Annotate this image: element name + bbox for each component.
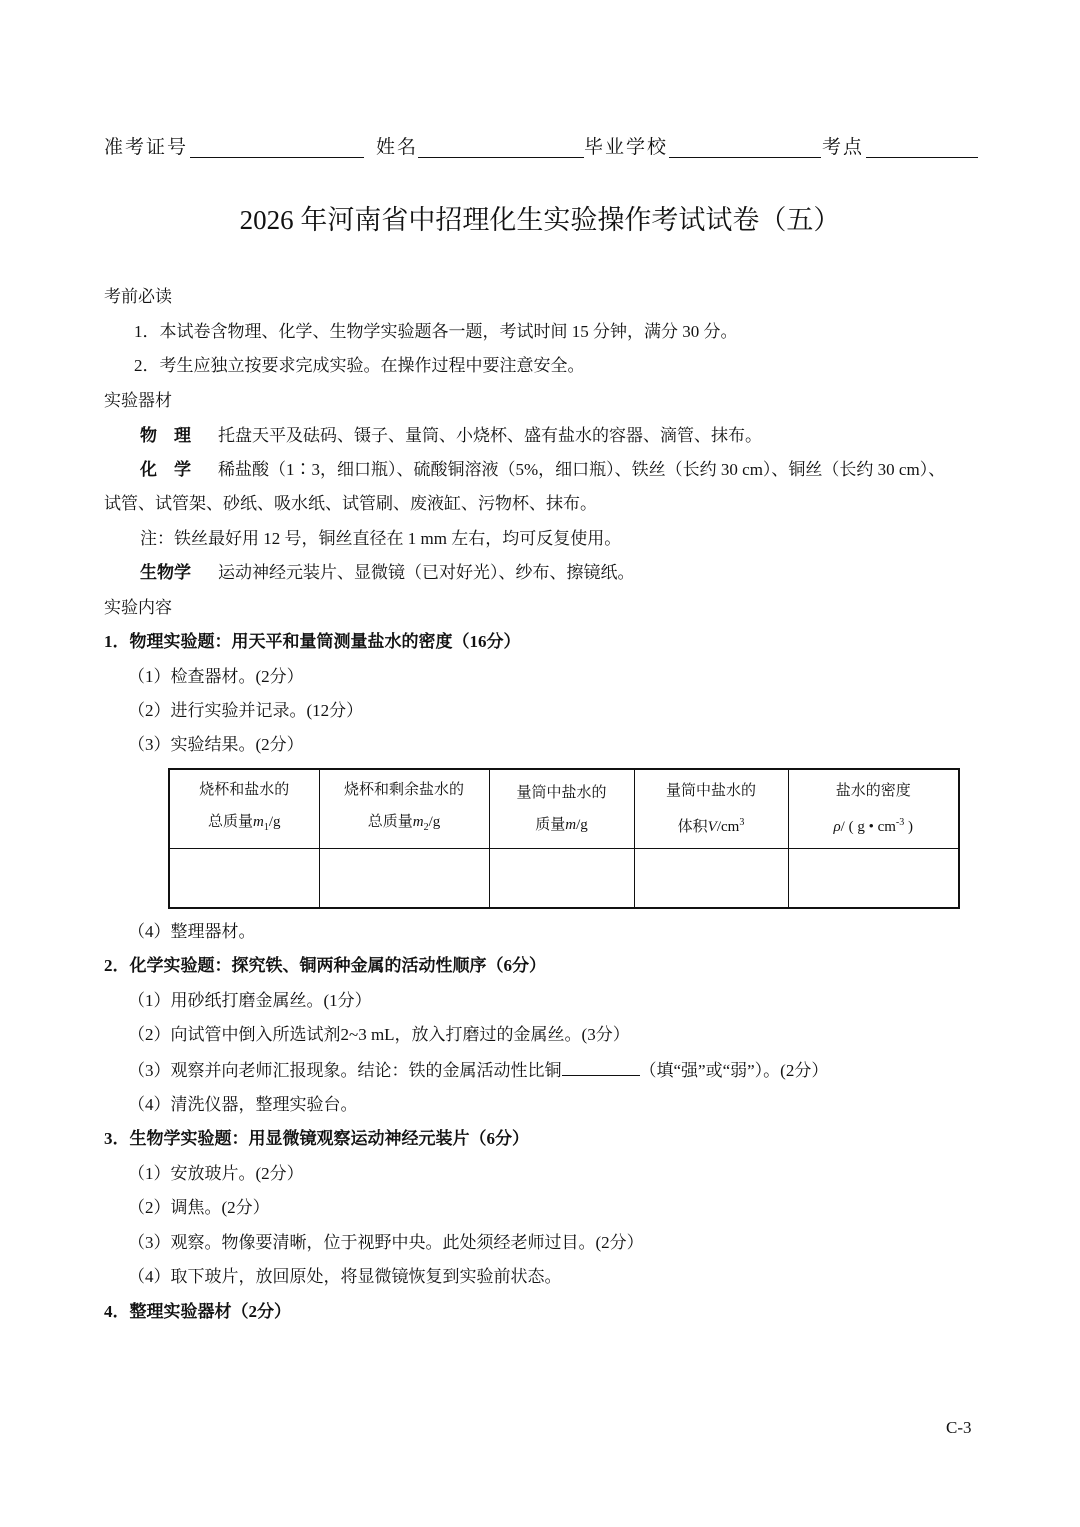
total-mass-cell[interactable] [169, 849, 319, 909]
chemistry-equipment: 稀盐酸（1∶3，细口瓶）、硫酸铜溶液（5%，细口瓶）、铁丝（长约 30 cm）、铜丝（长约 30 cm）、 [218, 460, 946, 479]
q3-step: （3）观察。物像要清晰，位于视野中央。此处须经老师过目。(2分） [128, 1233, 644, 1252]
q3-step: （1）安放玻片。(2分） [128, 1164, 304, 1183]
q3-step: （2）调焦。(2分） [128, 1198, 270, 1217]
notice-item: 1．本试卷含物理、化学、生物学实验题各一题，考试时间 15 分钟，满分 30 分。 [134, 322, 738, 341]
q2-step: （4）清洗仪器，整理实验台。 [128, 1095, 358, 1114]
q1-step: （3）实验结果。(2分） [128, 735, 304, 754]
col-header-density: 盐水的密度 ρ/ ( g • $cm^{-3}$ ) [788, 769, 959, 849]
density-cell[interactable] [788, 849, 959, 909]
content-heading: 实验内容 [104, 598, 172, 617]
col-header-total-mass: 烧杯和盐水的 总质量$m_1/g$ [169, 769, 319, 849]
q1-step: （2）进行实验并记录。(12分） [128, 701, 364, 720]
biology-equipment: 运动神经元装片、显微镜（已对好光）、纱布、擦镜纸。 [218, 563, 635, 582]
candidate-info-header [104, 133, 978, 163]
school-field[interactable] [669, 157, 821, 158]
physics-equipment: 托盘天平及砝码、镊子、量筒、小烧杯、盛有盐水的容器、滴管、抹布。 [218, 426, 762, 445]
remaining-mass-cell[interactable] [319, 849, 489, 909]
site-field[interactable] [866, 157, 978, 158]
notice-item: 2．考生应独立按要求完成实验。在操作过程中要注意安全。 [134, 356, 585, 375]
equipment-heading: 实验器材 [104, 391, 172, 410]
q1-step: （4）整理器材。 [128, 922, 256, 941]
brine-volume-cell[interactable] [634, 849, 788, 909]
chemistry-label: 化 学 [140, 460, 191, 479]
q2-title: 2．化学实验题：探究铁、铜两种金属的活动性顺序（6分） [104, 956, 546, 975]
exam-id-label: 准考证号 [104, 137, 189, 158]
biology-label: 生物学 [140, 563, 191, 582]
q2-step: （2）向试管中倒入所选试剂2~3 mL，放入打磨过的金属丝。(3分） [128, 1025, 630, 1044]
name-label: 姓名 [376, 137, 419, 158]
q2-step: （1）用砂纸打磨金属丝。(1分） [128, 991, 372, 1010]
density-results-table [168, 768, 960, 909]
q4-title: 4．整理实验器材（2分） [104, 1302, 291, 1321]
q2-step-conclusion: （3）观察并向老师汇报现象。结论：铁的金属活动性比铜 （填“强”或“弱”）。(2分） [128, 1058, 828, 1083]
col-header-remaining-mass: 烧杯和剩余盐水的 总质量$m_2/g$ [319, 769, 489, 849]
col-header-brine-mass: 量筒中盐水的 质量m/g [489, 769, 634, 849]
chemistry-equipment-cont: 试管、试管架、砂纸、吸水纸、试管刷、废液缸、污物杯、抹布。 [104, 494, 597, 513]
name-field[interactable] [418, 157, 584, 158]
brine-mass-cell[interactable] [489, 849, 634, 909]
exam-id-field[interactable] [190, 157, 364, 158]
equipment-note: 注：铁丝最好用 12 号，铜丝直径在 1 mm 左右，均可反复使用。 [140, 529, 622, 548]
q1-title: 1．物理实验题：用天平和量筒测量盐水的密度（16分） [104, 632, 521, 651]
q3-title: 3．生物学实验题：用显微镜观察运动神经元装片（6分） [104, 1129, 529, 1148]
conclusion-blank[interactable] [562, 1058, 640, 1076]
q1-step: （1）检查器材。(2分） [128, 667, 304, 686]
page-title: 2026 年河南省中招理化生实验操作考试试卷（五） [239, 205, 841, 235]
site-label: 考点 [822, 137, 865, 158]
page-number: C-3 [946, 1418, 972, 1437]
school-label: 毕业学校 [584, 137, 669, 158]
q3-step: （4）取下玻片，放回原处，将显微镜恢复到实验前状态。 [128, 1267, 562, 1286]
physics-label: 物 理 [140, 426, 191, 445]
col-header-brine-volume: 量筒中盐水的 体积$V/cm^3$ [634, 769, 788, 849]
notice-heading: 考前必读 [104, 287, 172, 306]
